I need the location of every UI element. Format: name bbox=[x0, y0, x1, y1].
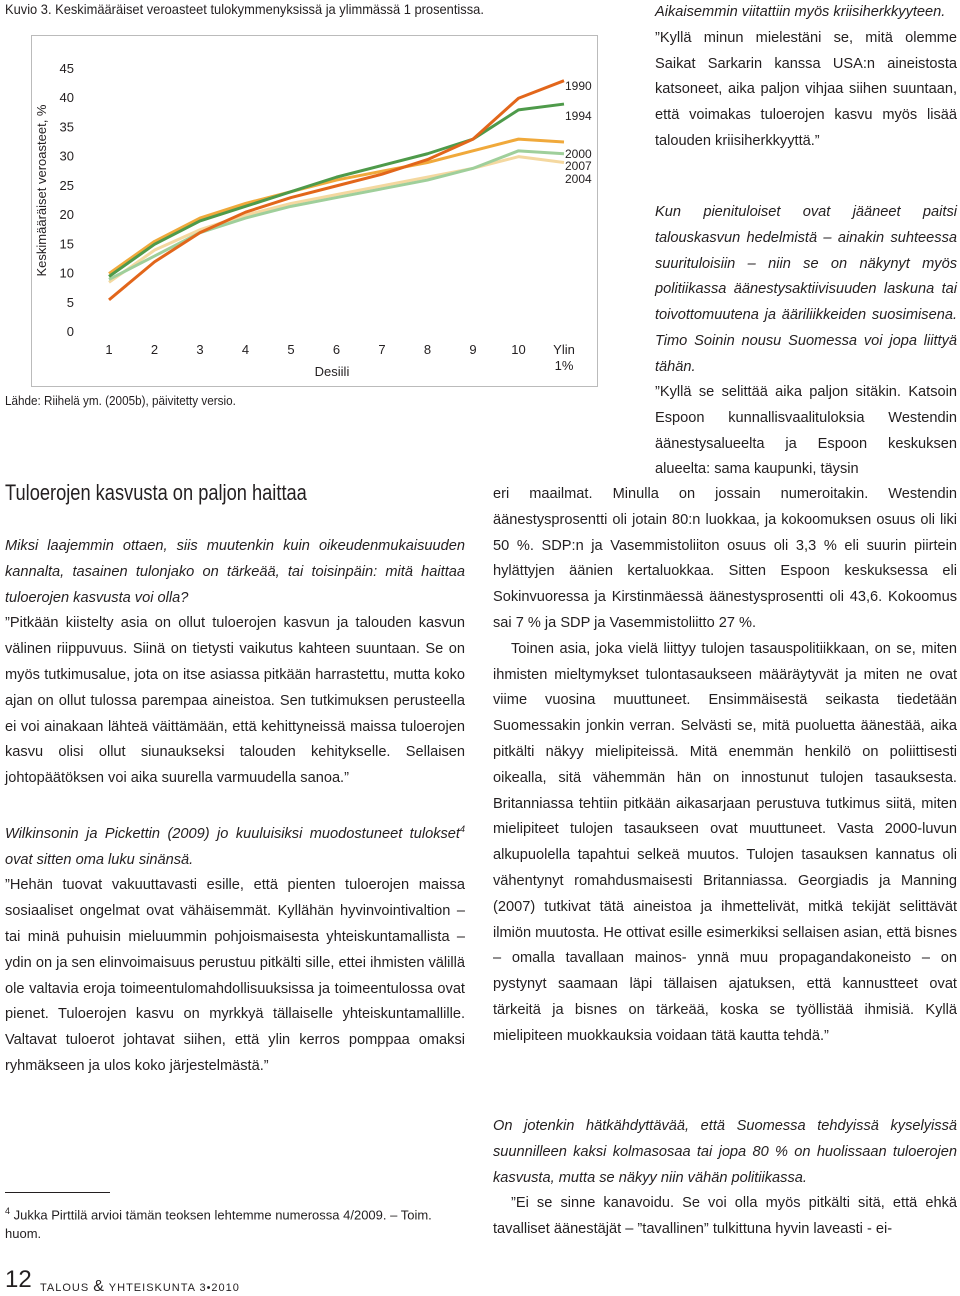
y-tick-label: 40 bbox=[59, 90, 74, 106]
y-tick-label: 15 bbox=[59, 236, 74, 252]
x-tick-label-line2: 1% bbox=[554, 358, 574, 373]
right-column-bottom bbox=[493, 1114, 957, 1243]
question-5: On jotenkin hätkähdyttävää, että Suomessa tehdyissä kyselyissä suunnilleen kaksi kolmasosaa tai jopa 80 % on huolissaan tuloerojen kasvusta, mutta se näkyy niin vähän politiikassa. bbox=[493, 1118, 957, 1186]
right-column-top bbox=[655, 0, 957, 155]
x-tick-label: 9 bbox=[469, 342, 477, 357]
legend-label-1994: 1994 bbox=[565, 109, 592, 123]
legend-label-2007: 2007 bbox=[565, 159, 592, 173]
answer-4-start: ”Kyllä se selittää aika paljon sitäkin. Katsoin Espoon kunnallisvaalituloksia Westendin äänestysalueelta ja Espoon keskuksen alueelta: sama kaupunki, täysin bbox=[655, 384, 957, 478]
answer-2: ”Hehän tuovat vakuuttavasti esille, että pienten tuloerojen maissa sosiaaliset ongelmat ovat vähäisemmät. Kyllähän hyvinvointivaltion – tai minä puhuisin mieluummin pohjoismaisesta yhteiskuntamallista – ydin on ja sen elinvoimaisuus perustuu pitkälti sille, ettei ihmisten välillä ole valtavia eroja toimeentulomahdollisuuksissa ja toimeentulossa ovat pienet. Tuloerojen kasvu on myrkkyä tällaiselle yhteiskuntamallille. Valtavat tuloerot johtavat siihen, että ylin kerros pomppaa omaksi ryhmäkseen ja ulos koko järjestelmästä.” bbox=[5, 877, 465, 1074]
x-tick-label: 10 bbox=[511, 342, 526, 357]
magazine-issue: 3•2010 bbox=[199, 1282, 240, 1294]
right-column-wrap bbox=[655, 380, 957, 483]
question-3: Aikaisemmin viitattiin myös kriisiherkkyyteen. bbox=[655, 4, 946, 20]
legend-label-2004: 2004 bbox=[565, 172, 592, 186]
y-tick-label: 20 bbox=[59, 207, 74, 223]
right-column-main bbox=[493, 482, 957, 1050]
right-column-mid bbox=[655, 200, 957, 381]
y-tick-label: 0 bbox=[66, 324, 74, 339]
series-line-2007 bbox=[109, 151, 564, 280]
x-tick-label: 1 bbox=[105, 342, 113, 357]
y-tick-label: 35 bbox=[59, 119, 74, 135]
x-tick-label: 5 bbox=[287, 342, 295, 357]
footnote-number: 4 bbox=[5, 1206, 11, 1216]
x-tick-label: 7 bbox=[378, 342, 386, 357]
question-4: Kun pienituloiset ovat jääneet paitsi talouskasvun hedelmistä – ainakin suhteessa suurituloisiin – niin se on näkynyt myös politiikassa äänestysaktiivisuuden laskuna tai toivottomuutena ja ääriliikkeiden suosimisena. Timo Soinin nousu Suomessa voi jopa liittyä tähän. bbox=[655, 204, 957, 375]
page-number: 12 bbox=[5, 1266, 32, 1293]
figure-caption: Kuvio 3. Keskimääräiset veroasteet tulokymmenyksissä ja ylimmässä 1 prosentissa. bbox=[5, 1, 484, 17]
y-tick-label: 45 bbox=[59, 61, 74, 76]
left-column bbox=[5, 534, 465, 1080]
chart-frame bbox=[31, 35, 598, 387]
magazine-name-a: TALOUS bbox=[40, 1282, 90, 1294]
x-tick-label: 4 bbox=[241, 342, 250, 357]
footnote-text: Jukka Pirttilä arvioi tämän teoksen lehtemme numerossa 4/2009. – Toim. huom. bbox=[5, 1207, 432, 1242]
x-tick-label: 8 bbox=[423, 342, 432, 357]
legend-label-1990: 1990 bbox=[565, 79, 592, 93]
y-tick-label: 10 bbox=[59, 265, 74, 281]
y-tick-label: 25 bbox=[59, 177, 74, 193]
question-2-tail: ovat sitten oma luku sinänsä. bbox=[5, 851, 194, 868]
series-line-1994 bbox=[109, 104, 564, 276]
paragraph-gap bbox=[5, 792, 465, 817]
question-2 bbox=[5, 817, 465, 873]
x-axis-label: Desiili bbox=[314, 364, 350, 379]
legend-label-2000: 2000 bbox=[565, 147, 592, 161]
question-2-text: Wilkinsonin ja Pickettin (2009) jo kuuluisiksi muodostuneet tulokset bbox=[5, 825, 460, 842]
magazine-ampersand: & bbox=[93, 1278, 105, 1295]
footnote bbox=[5, 1202, 465, 1243]
footnote-ref: 4 bbox=[459, 823, 465, 834]
y-axis-label: Keskimääräiset veroasteet, % bbox=[34, 104, 49, 277]
figure-source: Lähde: Riihelä ym. (2005b), päivitetty versio. bbox=[5, 393, 236, 408]
y-tick-label: 5 bbox=[66, 294, 74, 310]
x-tick-label: 6 bbox=[332, 342, 341, 357]
magazine-name-b: YHTEISKUNTA bbox=[108, 1282, 196, 1294]
y-tick-label: 30 bbox=[59, 148, 74, 164]
magazine-name bbox=[40, 1278, 240, 1296]
series-line-1990 bbox=[109, 81, 564, 300]
answer-5: ”Ei se sinne kanavoidu. Se voi olla myös pitkälti sitä, että ehkä tavalliset äänestäjät – ”tavallinen” tulkittuna hyvin laveasti - ei- bbox=[493, 1195, 957, 1238]
answer-4-second: Toinen asia, joka vielä liittyy tulojen tasauspolitiikkaan, on se, miten ihmisten mieltymykset tulontasaukseen määräytyvät ja miten ne ovat viime vuosina muuttuneet. Ensimmäisestä seikasta tiedetään Suomessakin jonkin verran. Selvästi se, mitä puoluetta äänestää, aika pitkälti näkyy mielipiteissä. Mitä enemmän henkilö on poliittisesti oikealla, sitä vähemmän hän on innostunut tulojen tasauksesta. Britanniassa tehtiin pitkään aikasarjaan perustuva tutkimus siitä, miten mielipiteet tulojen tasaukseen ovat muuttuneet. Vasta 2000-luvun alkupuolella tapahtui selkeä muutos. Tulojen tasauksen kannatus oli vähentynyt romahdusmaisesti Britanniassa. Georgiadis ja Manning (2007) tutkivat tätä aineistoa ja ihmettelivät, mitkä tekijät selittävät ilmiön muutosta. He ottivat esille esimerkiksi sellaisen asian, että bisnes – omalla tavallaan mainos- ynnä muu propagandakoneisto – on pystynyt saamaan läpi tällaisen ajatuksen, että kannustteet ovat tärkeitä ja bisnes on tärkeää, koska se työllistää ihmisiä. Kyllä mielipiteen muokkauksia voidaan tätä kautta tehdä.” bbox=[493, 640, 957, 1044]
answer-3: ”Kyllä minun mielestäni se, mitä olemme Saikat Sarkarin kanssa USA:n aineistosta katsoneet, aika paljon vihjaa siihen suuntaan, että voimakas tuloerojen kasvu myös lisää talouden kriisiherkkyyttä.” bbox=[655, 29, 957, 149]
x-tick-label: 2 bbox=[150, 342, 159, 357]
tax-rate-line-chart bbox=[32, 36, 597, 386]
answer-4-cont: eri maailmat. Minulla on jossain numeroitakin. Westendin äänestysprosentti oli jotain 80:n luokkaa, ja kokoomuksen osuus oli liki 50 %. SDP:n ja Vasemmistoliiton osuus oli 3,3 % eli suurin piirtein hylättyjen äänien kertaluokkaa. Sitten Espoon keskuksessa eli Sokinvuoressa ja Kirstinmäessä äänestysprosentti oli 43,6. Kokoomus sai 7 % ja SDP ja Vasemmistoliitto 27 %. bbox=[493, 486, 957, 631]
article-heading: Tuloerojen kasvusta on paljon haittaa bbox=[5, 480, 307, 505]
footnote-divider bbox=[5, 1192, 110, 1193]
x-tick-label: 3 bbox=[196, 342, 204, 357]
series-line-2004 bbox=[109, 157, 564, 283]
x-tick-label: Ylin bbox=[553, 342, 575, 357]
answer-1: ”Pitkään kiistelty asia on ollut tuloerojen kasvun ja talouden kasvun välinen riippuvuus. Siinä on tietysti vaikutus kahteen suuntaan. Se on myös tutkimusalue, jota on itse asiassa pitkään harrastettu, mutta koko ajan on ollut tulossa parempaa aineistoa. Sen tutkimuksen perusteella ei voi ainakaan lähteä väittämään, että kehittyneissä maissa tuloerojen kasvu olisi ollut siunaukseksi talouden kehitykselle. Sellaisen johtopäätöksen voi aika suurella varmuudella sanoa.” bbox=[5, 615, 465, 787]
question-1: Miksi laajemmin ottaen, siis muutenkin kuin oikeudenmukaisuuden kannalta, tasainen tulonjako on tärkeää, tai toisinpäin: mitä haittaa tuloerojen kasvusta voi olla? bbox=[5, 538, 465, 606]
